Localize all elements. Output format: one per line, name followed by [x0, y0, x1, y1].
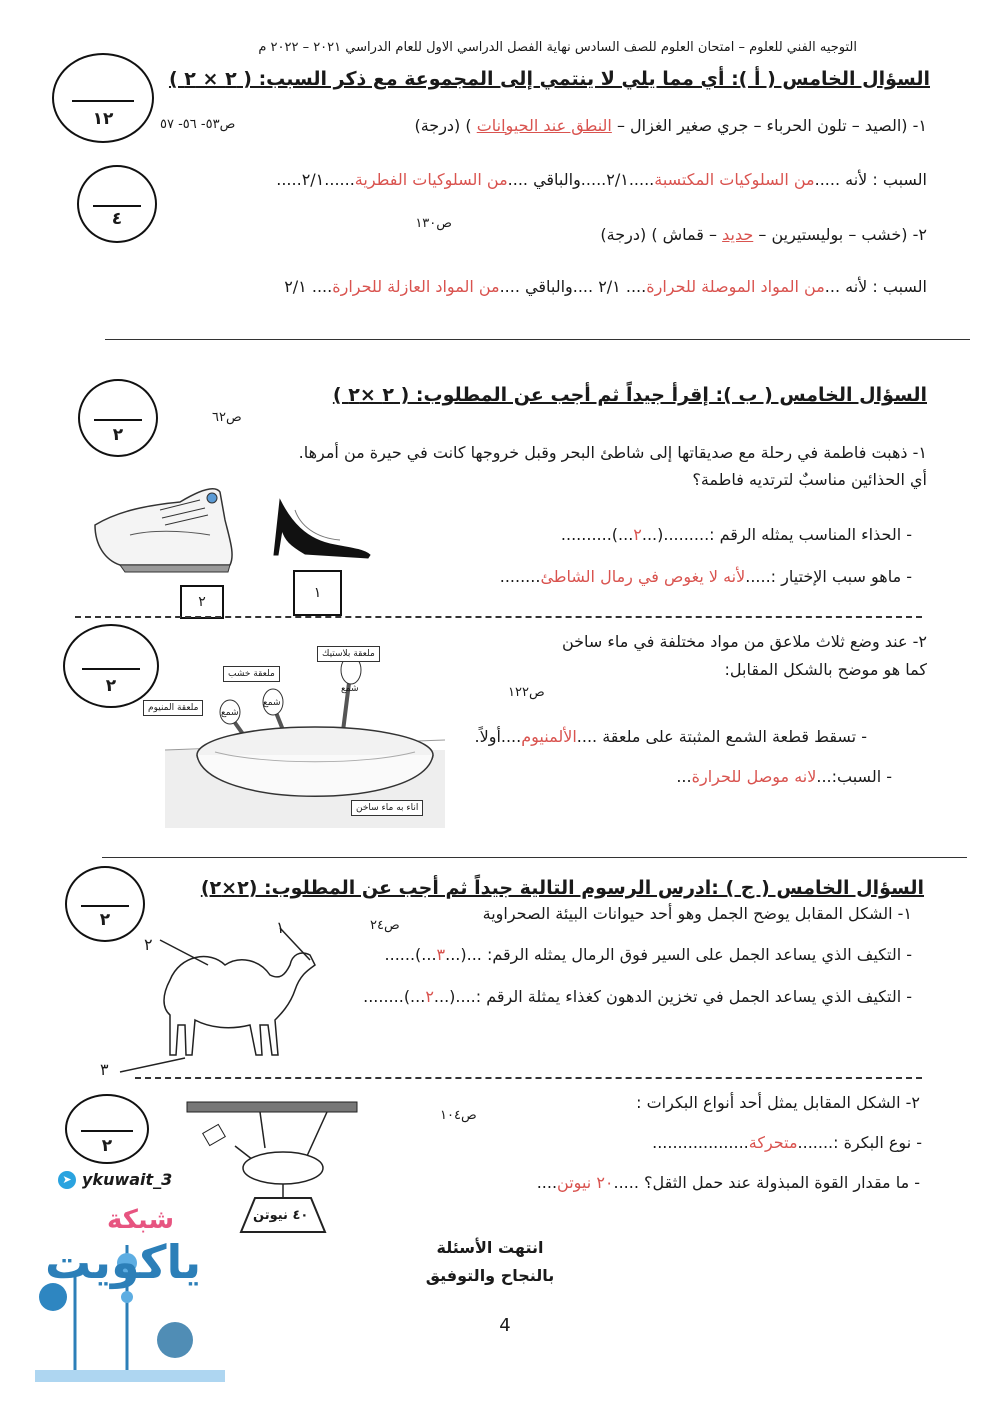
dashed-divider	[135, 1077, 922, 1079]
reason-prefix: السبب : لأنه .....	[814, 170, 927, 189]
answer-prefix: - نوع البكرة :.......	[797, 1133, 922, 1152]
answer-prefix: - ماهو سبب الإختيار :.....	[745, 567, 912, 586]
answer-suffix: ...)......	[384, 945, 437, 964]
score-value: ١٢	[92, 109, 114, 129]
answer-value: ٢٠ نيوتن	[557, 1173, 614, 1192]
spoons-bowl-illustration	[148, 640, 445, 828]
section-c-title: السؤال الخامس ( ج ) :ادرس الرسوم التالية جيداً ثم أجب عن المطلوب: (٢×٢)	[200, 877, 924, 899]
score-circle-c2	[65, 1094, 149, 1164]
ykuwait-logo	[35, 1205, 225, 1390]
reason-answer: من السلوكيات المكتسبة	[654, 170, 815, 189]
q1-answer: النطق عند الحيوانات	[476, 116, 612, 135]
reason-suffix: ......٢/١.....	[276, 170, 355, 189]
score-circle-a-part	[77, 165, 157, 243]
page-number: 4	[499, 1315, 511, 1336]
section-a-q1	[414, 116, 927, 135]
b-q2-line2: كما هو موضح بالشكل المقابل:	[724, 660, 927, 679]
answer-value: لأنه لا يغوص في رمال الشاطئ	[540, 567, 746, 586]
logo-main-text: ياكويت	[45, 1235, 202, 1289]
score-value: ٢	[112, 425, 124, 445]
score-value: ٢	[99, 910, 111, 930]
answer-prefix: - التكيف الذي يساعد الجمل في تخزين الدهون كغذاء يمثلة الرقم :....(...	[433, 987, 912, 1006]
camel-label-2: ٢	[144, 935, 153, 954]
answer-suffix: ....	[536, 1173, 558, 1192]
telegram-username: ykuwait_3	[82, 1170, 173, 1189]
answer-value: ٢	[425, 987, 434, 1006]
c-q2-line: ٢- الشكل المقابل يمثل أحد أنواع البكرات :	[636, 1093, 920, 1112]
reason-answer: من السلوكيات الفطرية	[354, 170, 508, 189]
b-q1-line2: أي الحذائين مناسبٌ لترتديه فاطمة؟	[692, 470, 927, 489]
c-q1-answer-a	[385, 945, 912, 964]
score-circle-a-total	[52, 53, 154, 143]
score-circle-b1	[78, 379, 158, 457]
c-page1: ص٢٤	[370, 918, 400, 933]
section-a-reason2	[284, 277, 927, 296]
label-wooden-spoon: ملعقة خشب	[223, 666, 280, 682]
reason-middle: .....٢/١.....والباقي ....	[507, 170, 655, 189]
b-q1-answer-b	[500, 567, 912, 586]
wax-label: شمع	[263, 698, 281, 708]
c-q1-line: ١- الشكل المقابل يوضح الجمل وهو أحد حيوانات البيئة الصحراوية	[482, 904, 912, 923]
camel-illustration	[100, 920, 330, 1080]
b-q2-line1: ٢- عند وضع ثلاث ملاعق من مواد مختلفة في ماء ساخن	[561, 632, 927, 651]
shoe-number-box-2: ٢	[180, 585, 224, 619]
q1-suffix: ) (درجة)	[414, 116, 472, 135]
answer-suffix: ....أولاً.	[474, 727, 522, 746]
q2-suffix: – قماش ) (درجة)	[600, 225, 718, 244]
answer-value: ٢	[633, 525, 642, 544]
answer-value: متحركة	[748, 1133, 798, 1152]
c-q2-answer-b	[537, 1173, 920, 1192]
answer-prefix: - تسقط قطعة الشمع المثبتة على ملعقة ....	[576, 727, 867, 746]
camel-label-1: ١	[276, 918, 285, 937]
high-heel-icon	[274, 500, 370, 558]
q2-prefix: ٢- (خشب – بوليستيرين –	[758, 225, 927, 244]
b-q1-line1: ١- ذهبت فاطمة في رحلة مع صديقاتها إلى شاطئ البحر وقبل خروجها كانت في حيرة من أمرها.	[298, 443, 927, 462]
c-page2: ص١٠٤	[440, 1108, 477, 1123]
answer-prefix: - السبب:...	[816, 767, 892, 786]
score-circle-b2	[63, 624, 159, 708]
exam-header: التوجيه الفني للعلوم – امتحان العلوم للصف السادس نهاية الفصل الدراسي الاول للعام الدراسي ٢٠٢١ – ٢٠٢٢ م	[258, 40, 857, 55]
label-plastic-spoon: ملعقة بلاستيك	[317, 646, 380, 662]
label-aluminum-spoon: ملعقة المنيوم	[143, 700, 203, 716]
logo-top-text: شبكة	[107, 1205, 175, 1235]
wax-label: شمع	[221, 708, 239, 718]
q1-prefix: ١- (الصيد – تلون الحرباء – جري صغير الغزال –	[616, 116, 927, 135]
wax-label: شمع	[341, 684, 359, 694]
telegram-icon: ➤	[58, 1171, 76, 1189]
weight-label: ٤٠ نيوتن	[253, 1208, 309, 1223]
c-q1-answer-b	[363, 987, 912, 1006]
camel-label-3: ٣	[100, 1060, 109, 1079]
score-value: ٤	[111, 209, 123, 229]
q1-pages: ص٥٣- ٥٦- ٥٧	[160, 117, 236, 132]
reason-middle: .... ٢/١ ....والباقي ....	[499, 277, 647, 296]
divider	[102, 857, 967, 858]
reason-answer: من المواد الموصلة للحرارة	[646, 277, 825, 296]
section-a-title: السؤال الخامس ( أ ): أي مما يلي لا ينتمي إلى المجموعة مع ذكر السبب: ( ٢ × ٢ )	[168, 68, 930, 90]
b-page1: ص٦٢	[212, 410, 242, 425]
b-q2-answer-b	[676, 767, 892, 786]
answer-value: الألمنيوم	[521, 727, 577, 746]
dashed-divider	[75, 616, 922, 618]
score-value: ٢	[101, 1136, 113, 1156]
score-value: ٢	[105, 676, 117, 696]
q2-page: ص١٣٠	[415, 216, 452, 231]
sneaker-icon	[95, 489, 232, 572]
reason-prefix: السبب : لأنه ...	[824, 277, 927, 296]
answer-suffix: ...)........	[363, 987, 426, 1006]
answer-prefix: - الحذاء المناسب يمثله الرقم :.........(...	[641, 525, 912, 544]
shoe-number-box-1: ١	[293, 570, 342, 616]
q2-answer: حديد	[722, 225, 754, 244]
answer-prefix: - التكيف الذي يساعد الجمل على السير فوق الرمال يمثله الرقم: ...(...	[445, 945, 912, 964]
b-page2: ص١٢٢	[508, 685, 545, 700]
section-b-title: السؤال الخامس ( ب ): إقرأ جيداً ثم أجب عن المطلوب: ( ٢ ×٢ )	[332, 384, 927, 406]
good-luck: بالنجاح والتوفيق	[425, 1266, 555, 1285]
reason-suffix: .... ٢/١	[284, 277, 333, 296]
end-of-questions: انتهت الأسئلة	[436, 1238, 544, 1257]
b-q1-answer-a	[561, 525, 912, 544]
answer-suffix: ...................	[652, 1133, 749, 1152]
label-hot-water-bowl: اناء به ماء ساخن	[351, 800, 423, 816]
telegram-handle	[58, 1170, 172, 1189]
answer-value: ٣	[436, 945, 446, 964]
answer-prefix: - ما مقدار القوة المبذولة عند حمل الثقل؟ .....	[613, 1173, 920, 1192]
c-q2-answer-a	[652, 1133, 922, 1152]
reason-answer: من المواد العازلة للحرارة	[332, 277, 500, 296]
answer-suffix: ........	[499, 567, 541, 586]
answer-value: لانه موصل للحرارة	[691, 767, 817, 786]
b-q2-answer-a	[475, 727, 868, 746]
section-a-q2	[600, 225, 927, 244]
answer-suffix: ...)..........	[560, 525, 634, 544]
divider	[105, 339, 970, 340]
section-a-reason1	[276, 170, 927, 189]
answer-suffix: ...	[676, 767, 692, 786]
